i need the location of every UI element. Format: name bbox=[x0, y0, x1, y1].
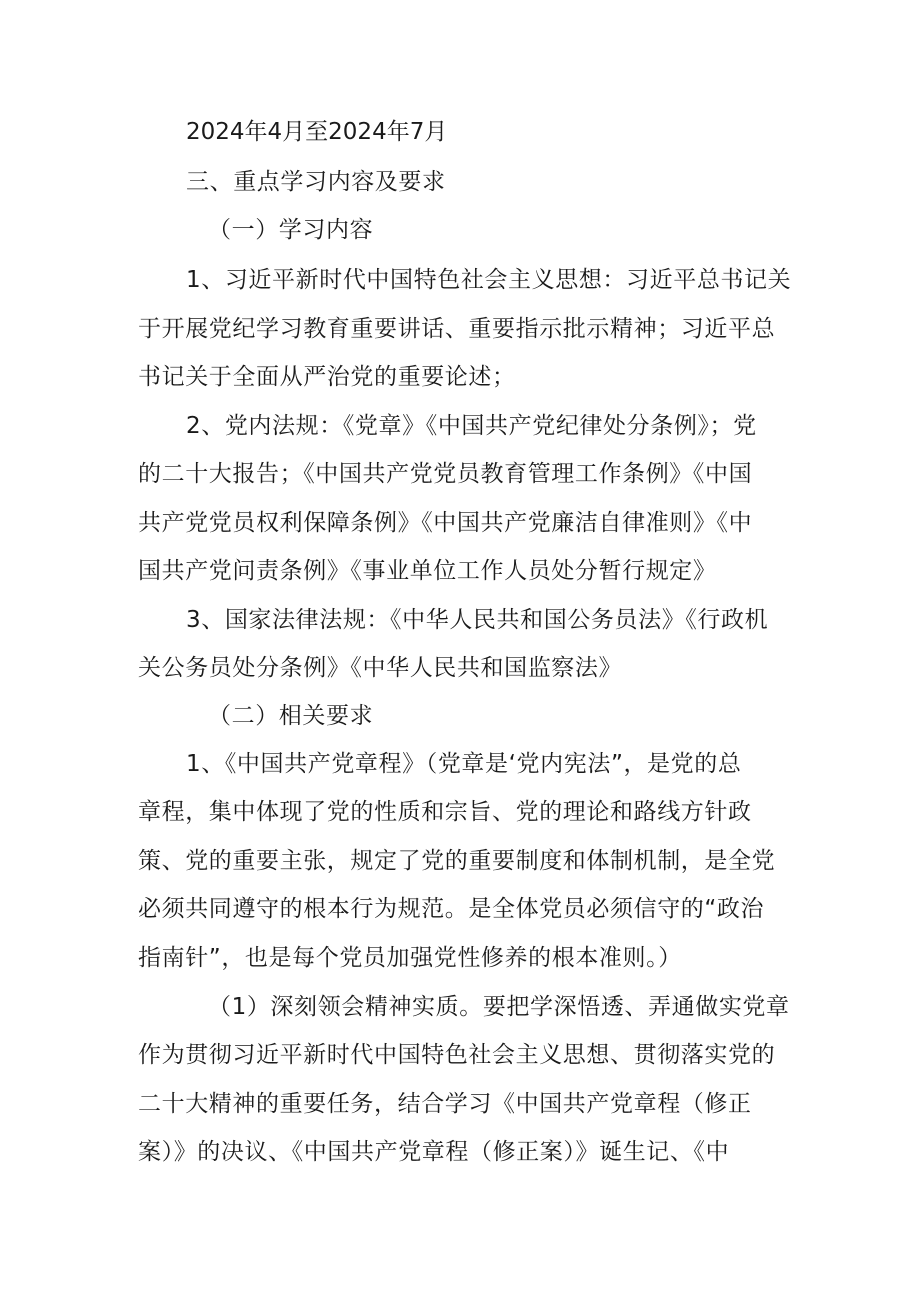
content-item-1-line-2: 于开展党纪学习教育重要讲话、重要指示批示精神；习近平总 bbox=[138, 316, 776, 342]
content-item-1-line-1: 1、习近平新时代中国特色社会主义思想：习近平总书记关 bbox=[186, 267, 792, 293]
content-item-2-line-2: 的二十大报告；《中国共产党党员教育管理工作条例》《中国 bbox=[138, 461, 753, 487]
section-3-heading: 三、重点学习内容及要求 bbox=[186, 169, 446, 195]
subsection-2-heading: （二）相关要求 bbox=[208, 703, 374, 729]
requirement-1-point-1-line-3: 二十大精神的重要任务，结合学习《中国共产党章程（修正 bbox=[138, 1091, 752, 1117]
content-item-3-line-1: 3、国家法律法规：《中华人民共和国公务员法》《行政机 bbox=[186, 607, 769, 633]
subsection-1-heading: （一）学习内容 bbox=[208, 217, 374, 243]
requirement-1-point-1-line-4: 案）》的决议、《中国共产党章程（修正案）》诞生记、《中 bbox=[138, 1139, 730, 1165]
date-range-line: 2024年4月至2024年7月 bbox=[186, 119, 448, 145]
requirement-1-line-2: 章程，集中体现了党的性质和宗旨、党的理论和路线方针政 bbox=[138, 799, 752, 825]
content-item-2-line-3: 共产党党员权利保障条例》《中国共产党廉洁自律准则》《中 bbox=[138, 510, 753, 536]
content-item-2-line-1: 2、党内法规：《党章》《中国共产党纪律处分条例》；党 bbox=[186, 413, 757, 439]
requirement-1-point-1-line-1: （1）深刻领会精神实质。要把学深悟透、弄通做实党章 bbox=[208, 994, 790, 1020]
content-item-1-line-3: 书记关于全面从严治党的重要论述； bbox=[138, 364, 516, 390]
requirement-1-line-1: 1、《中国共产党章程》（党章是‘党内宪法”，是党的总 bbox=[186, 751, 742, 777]
requirement-1-line-5: 指南针”，也是每个党员加强党性修养的根本准则。） bbox=[138, 945, 682, 971]
content-item-3-line-2: 关公务员处分条例》《中华人民共和国监察法》 bbox=[138, 655, 623, 681]
requirement-1-line-4: 必须共同遵守的根本行为规范。是全体党员必须信守的“政治 bbox=[138, 896, 765, 922]
content-item-2-line-4: 国共产党问责条例》《事业单位工作人员处分暂行规定》 bbox=[138, 558, 717, 584]
requirement-1-point-1-line-2: 作为贯彻习近平新时代中国特色社会主义思想、贯彻落实党的 bbox=[138, 1042, 776, 1068]
requirement-1-line-3: 策、党的重要主张，规定了党的重要制度和体制机制，是全党 bbox=[138, 848, 776, 874]
